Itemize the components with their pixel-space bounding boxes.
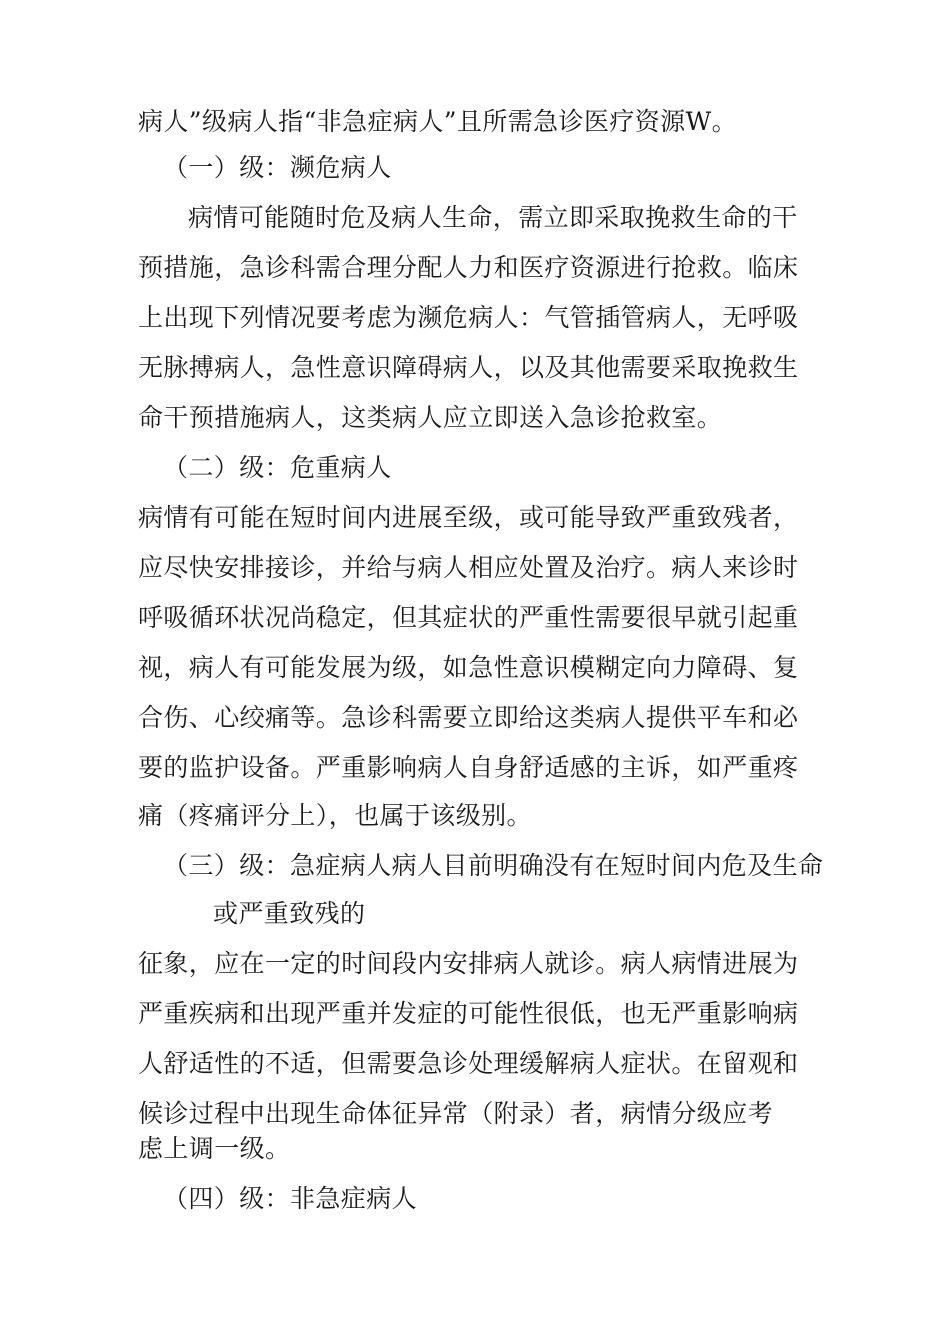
text-line: 呼吸循环状况尚稳定，但其症状的严重性需要很早就引起重 [138,603,799,632]
text-line: 征象，应在一定的时间段内安排病人就诊。病人病情进展为 [138,949,799,978]
text-line: 无脉搏病人，急性意识障碍病人，以及其他需要采取挽救生 [138,353,799,382]
section-heading-level-2: （二）级：危重病人 [163,453,392,482]
section-heading-level-1: （一）级：濒危病人 [163,153,392,182]
text-line: 虑上调一级。 [138,1134,291,1163]
text-line: 应尽快安排接诊，并给与病人相应处置及治疗。病人来诊时 [138,553,799,582]
text-line: 严重疾病和出现严重并发症的可能性很低，也无严重影响病 [138,999,799,1028]
text-line: 上出现下列情况要考虑为濒危病人：气管插管病人，无呼吸 [138,303,799,332]
section-heading-level-4: （四）级：非急症病人 [163,1184,418,1213]
text-line: 要的监护设备。严重影响病人自身舒适感的主诉，如严重疼 [138,753,799,782]
text-line: 预措施，急诊科需合理分配人力和医疗资源进行抢救。临床 [138,253,799,282]
text-line: 候诊过程中出现生命体征异常（附录）者，病情分级应考 [138,1099,774,1128]
section-heading-level-3: （三）级：急症病人病人目前明确没有在短时间内危及生命 [163,851,824,880]
text-line: 合伤、心绞痛等。急诊科需要立即给这类病人提供平车和必 [138,703,799,732]
text-line: 痛（疼痛评分上），也属于该级别。 [138,801,532,830]
text-line: 或严重致残的 [213,899,366,928]
text-line: 视，病人有可能发展为级，如急性意识模糊定向力障碍、复 [138,653,799,682]
text-line: 人舒适性的不适，但需要急诊处理缓解病人症状。在留观和 [138,1049,799,1078]
text-line: 病人”级病人指“非急症病人”且所需急诊医疗资源W。 [138,107,738,136]
text-line: 命干预措施病人，这类病人应立即送入急诊抢救室。 [138,403,723,432]
text-line: 病情可能随时危及病人生命，需立即采取挽救生命的干 [188,203,798,232]
text-line: 病情有可能在短时间内进展至级，或可能导致严重致残者， [138,503,799,532]
